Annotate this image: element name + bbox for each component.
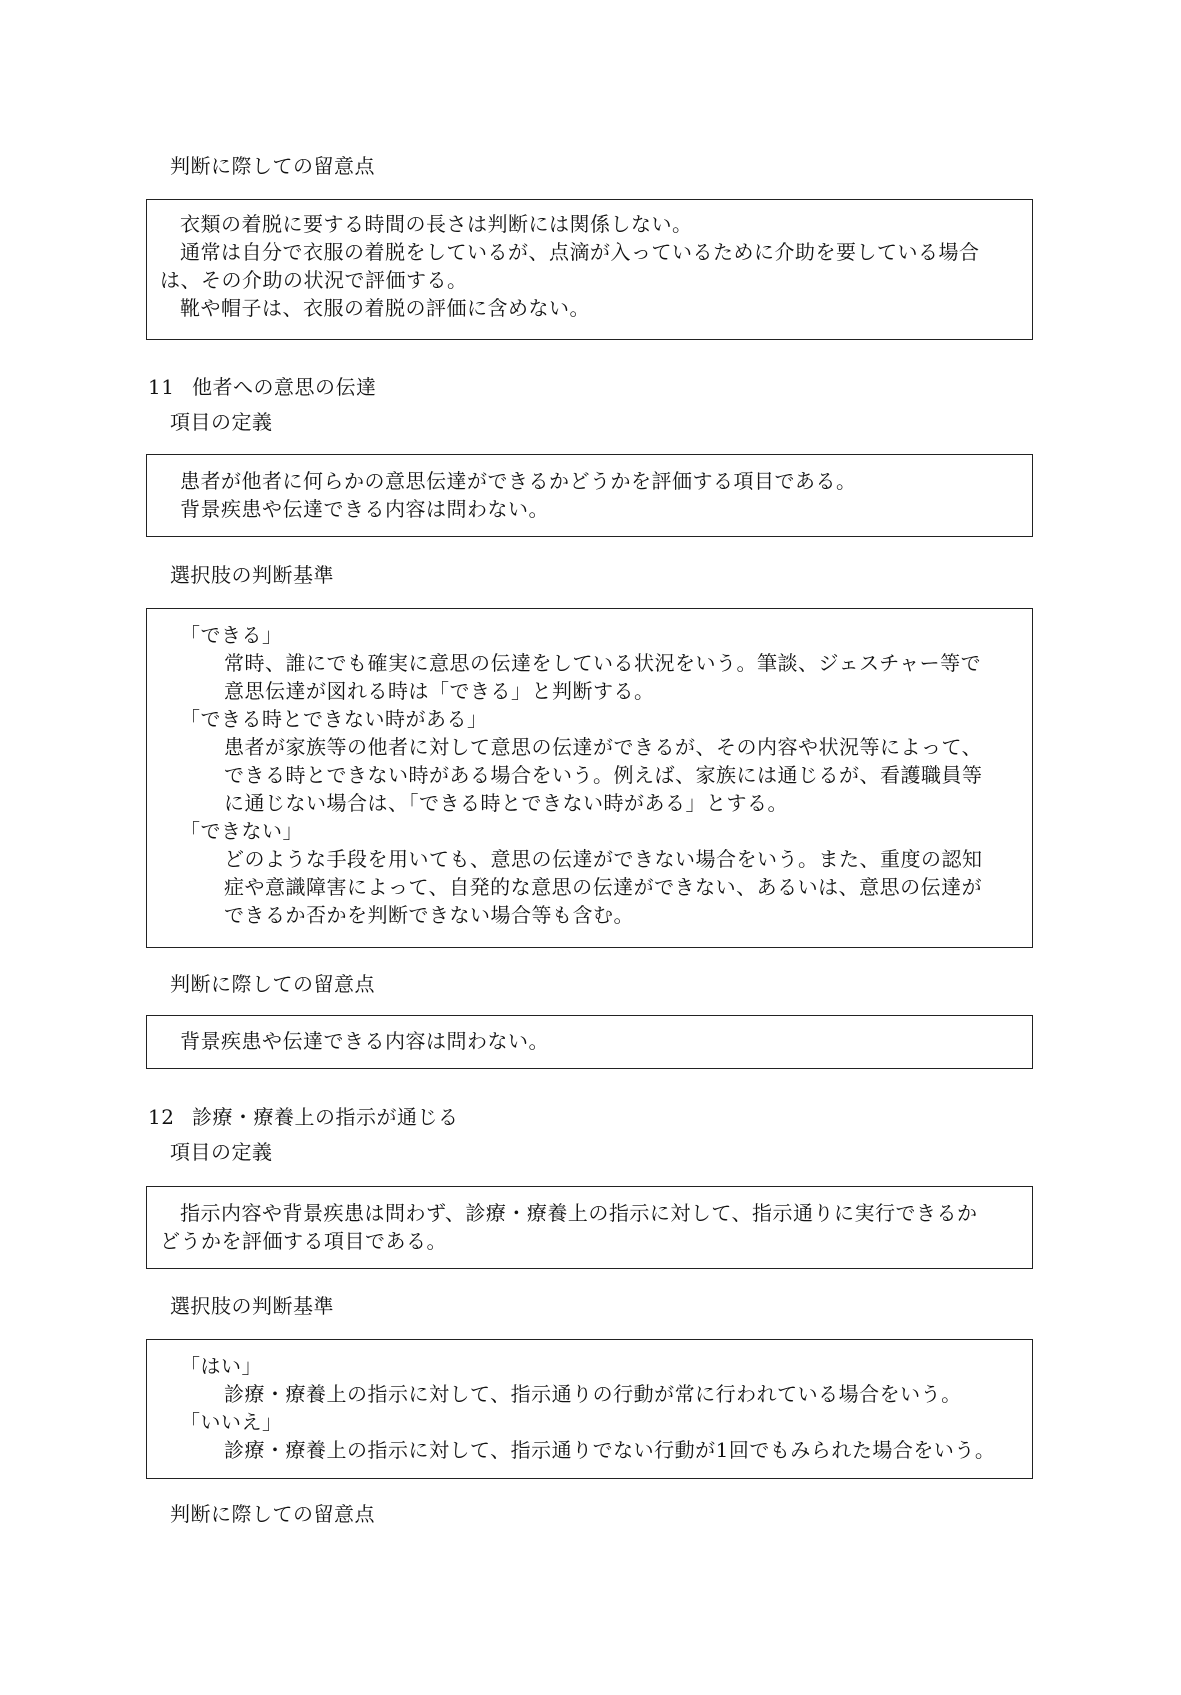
box-text-line: 衣類の着脱に要する時間の長さは判断には関係しない。 <box>180 212 693 236</box>
box-text-line: 靴や帽子は、衣服の着脱の評価に含めない。 <box>180 296 590 320</box>
criteria-box <box>146 608 1033 948</box>
box-text-line: 背景疾患や伝達できる内容は問わない。 <box>180 497 549 521</box>
notes-box <box>146 1015 1033 1069</box>
definition-box <box>146 454 1033 537</box>
option-label: 「できない」 <box>180 819 303 843</box>
box-text-line: できる時とできない時がある場合をいう。例えば、家族には通じるが、看護職員等 <box>224 763 983 787</box>
box-text-line: は、その介助の状況で評価する。 <box>160 268 468 292</box>
criteria-heading: 選択肢の判断基準 <box>170 563 334 587</box>
box-text-line: 通常は自分で衣服の着脱をしているが、点滴が入っているために介助を要している場合 <box>180 240 980 264</box>
box-text-line: 患者が家族等の他者に対して意思の伝達ができるが、その内容や状況等によって、 <box>224 735 983 759</box>
definition-heading: 項目の定義 <box>170 410 273 434</box>
notes-box <box>146 199 1033 340</box>
box-text-line: どのような手段を用いても、意思の伝達ができない場合をいう。また、重度の認知 <box>224 847 983 871</box>
box-text-line: 診療・療養上の指示に対して、指示通りでない行動が1回でもみられた場合をいう。 <box>224 1438 996 1462</box>
box-text-line: 患者が他者に何らかの意思伝達ができるかどうかを評価する項目である。 <box>180 469 857 493</box>
notes-heading: 判断に際しての留意点 <box>170 972 375 996</box>
box-text-line: に通じない場合は、「できる時とできない時がある」とする。 <box>224 791 788 815</box>
section-number: 11 <box>148 375 175 399</box>
notes-heading: 判断に際しての留意点 <box>170 154 375 178</box>
box-text-line: 常時、誰にでも確実に意思の伝達をしている状況をいう。筆談、ジェスチャー等で <box>224 651 982 675</box>
box-text-line: 意思伝達が図れる時は「できる」と判断する。 <box>224 679 655 703</box>
section-title-text: 他者への意思の伝達 <box>192 375 377 399</box>
section-title <box>148 1103 459 1131</box>
criteria-box <box>146 1339 1033 1479</box>
box-text-line: どうかを評価する項目である。 <box>160 1229 447 1253</box>
option-label: 「できる」 <box>180 623 283 647</box>
box-text-line: 指示内容や背景疾患は問わず、診療・療養上の指示に対して、指示通りに実行できるか <box>180 1201 978 1225</box>
box-text-line: 診療・療養上の指示に対して、指示通りの行動が常に行われている場合をいう。 <box>224 1382 962 1406</box>
box-text-line: 背景疾患や伝達できる内容は問わない。 <box>180 1029 549 1053</box>
criteria-heading: 選択肢の判断基準 <box>170 1294 334 1318</box>
box-text-line: 症や意識障害によって、自発的な意思の伝達ができない、あるいは、意思の伝達が <box>224 875 983 899</box>
option-label: 「できる時とできない時がある」 <box>180 707 488 731</box>
option-label: 「はい」 <box>180 1354 262 1378</box>
section-number: 12 <box>148 1105 175 1129</box>
box-text-line: できるか否かを判断できない場合等も含む。 <box>224 903 634 927</box>
notes-heading: 判断に際しての留意点 <box>170 1502 375 1526</box>
section-title <box>148 373 377 401</box>
definition-heading: 項目の定義 <box>170 1140 273 1164</box>
option-label: 「いいえ」 <box>180 1410 283 1434</box>
definition-box <box>146 1186 1033 1269</box>
section-title-text: 診療・療養上の指示が通じる <box>192 1105 459 1129</box>
